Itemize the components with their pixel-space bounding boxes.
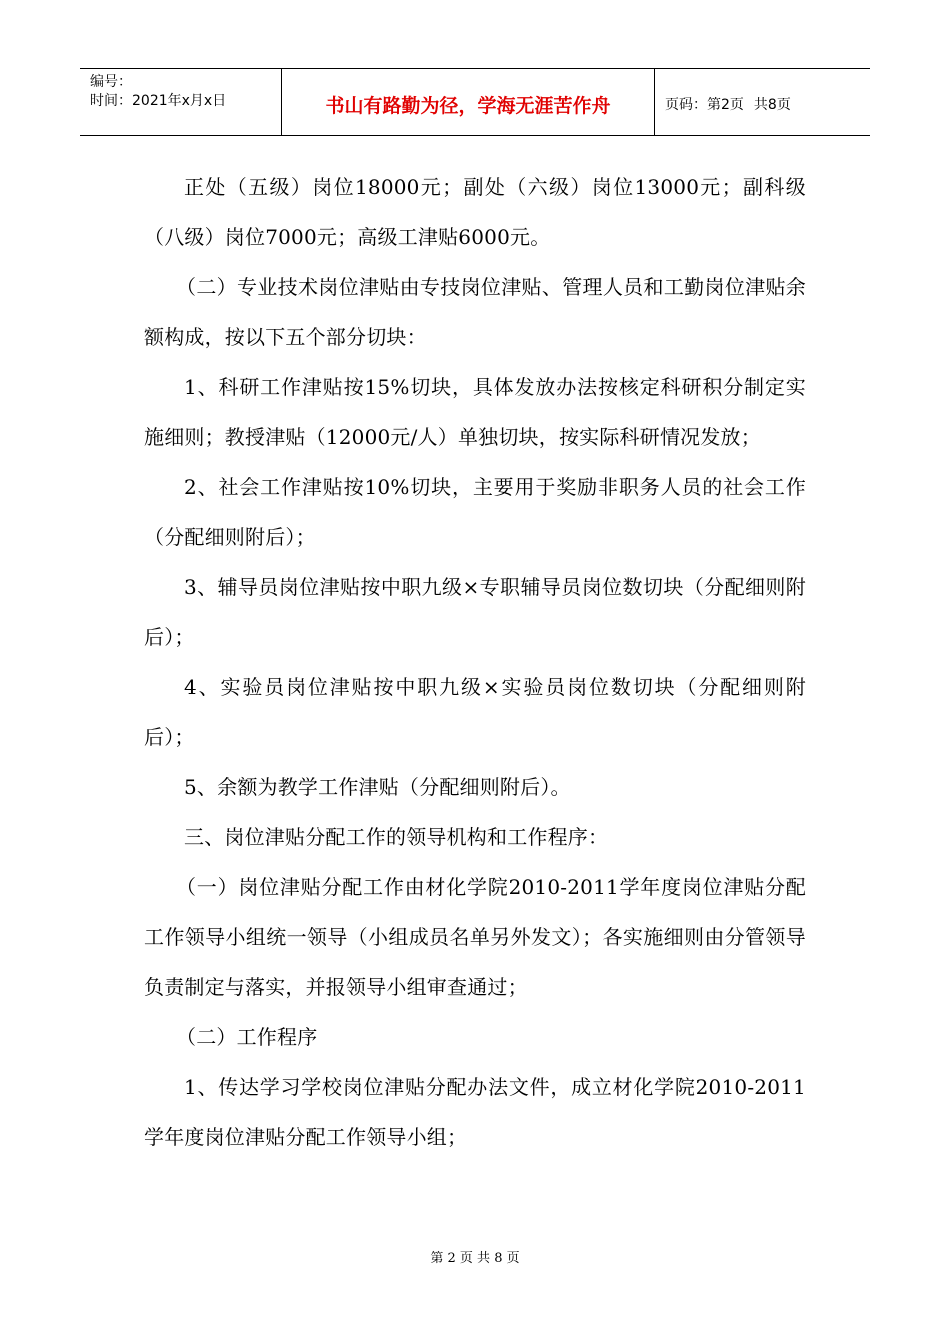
number-label: 编号：: [90, 74, 132, 90]
document-body: [144, 162, 806, 1162]
subsection-heading: （二）工作程序: [176, 1025, 318, 1049]
paragraph: 5、余额为教学工作津贴（分配细则附后）。: [184, 775, 571, 799]
paragraph: 1、科研工作津贴按15%切块，具体发放办法按核定科研积分制定实施细则；教授津贴（12000元/人）单独切块，按实际科研情况发放；: [144, 375, 806, 449]
time-label: 时间：2021年x月x日: [90, 93, 227, 109]
document-header: [80, 68, 870, 136]
paragraph: 正处（五级）岗位18000元；副处（六级）岗位13000元；副科级（八级）岗位7000元；高级工津贴6000元。: [144, 175, 806, 249]
paragraph: （二）专业技术岗位津贴由专技岗位津贴、管理人员和工勤岗位津贴余额构成，按以下五个部分切块：: [144, 275, 806, 349]
page-footer: 第 2 页 共 8 页: [430, 1251, 520, 1266]
paragraph: 3、辅导员岗位津贴按中职九级×专职辅导员岗位数切块（分配细则附后）；: [144, 575, 806, 649]
paragraph: 4、实验员岗位津贴按中职九级×实验员岗位数切块（分配细则附后）；: [144, 675, 806, 749]
header-page-cell: [655, 69, 870, 135]
motto-text: 书山有路勤为径，学海无涯苦作舟: [325, 94, 611, 117]
page-info-current: 页码：第2页: [665, 97, 744, 113]
header-meta-cell: [80, 69, 282, 135]
header-motto-cell: [282, 69, 655, 135]
paragraph: （一）岗位津贴分配工作由材化学院2010-2011学年度岗位津贴分配工作领导小组统一领导（小组成员名单另外发文）；各实施细则由分管领导负责制定与落实，并报领导小组审查通过；: [144, 875, 806, 999]
page-info-total: 共8页: [753, 97, 791, 113]
paragraph: 1、传达学习学校岗位津贴分配办法文件，成立材化学院2010-2011学年度岗位津贴分配工作领导小组；: [144, 1075, 806, 1149]
paragraph: 2、社会工作津贴按10%切块，主要用于奖励非职务人员的社会工作（分配细则附后）；: [144, 475, 806, 549]
section-heading: 三、岗位津贴分配工作的领导机构和工作程序：: [184, 825, 609, 849]
